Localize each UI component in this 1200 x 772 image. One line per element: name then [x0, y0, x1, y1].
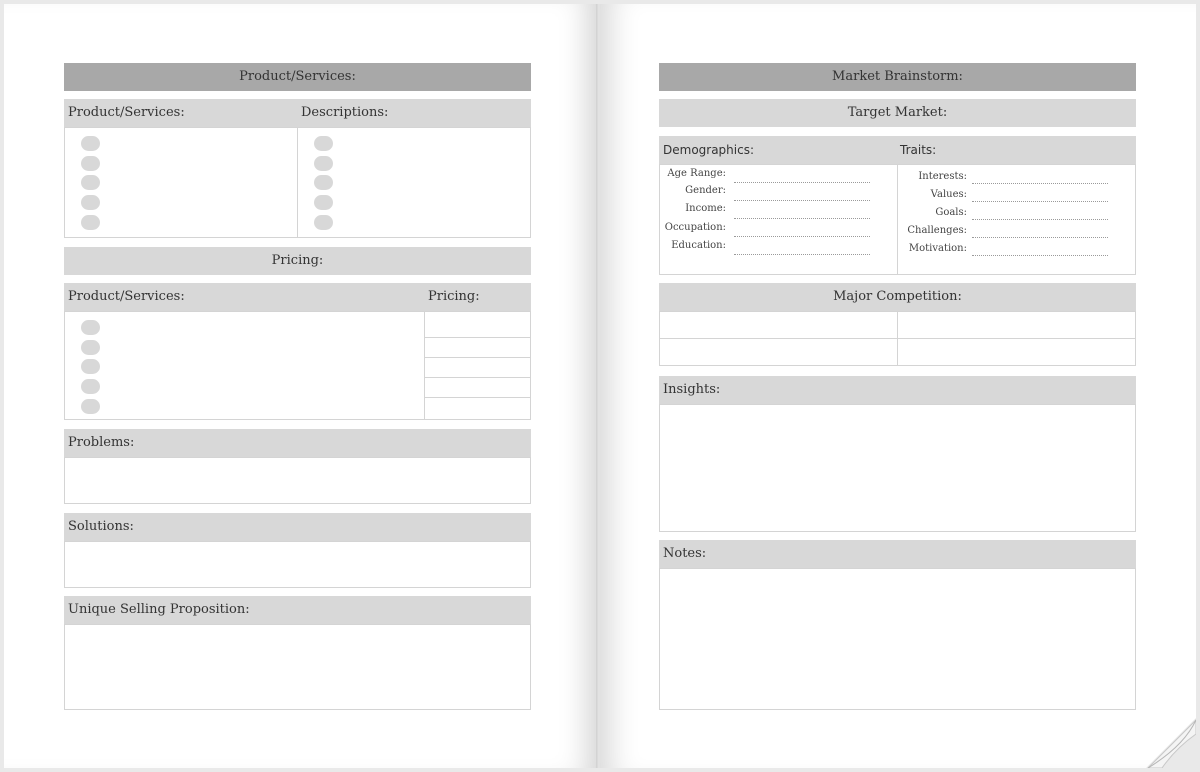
- challenges-label: Challenges:: [907, 225, 967, 236]
- column-divider: [297, 128, 298, 237]
- bullet-dot: [81, 215, 100, 230]
- bullet-dot: [81, 379, 100, 394]
- income-line[interactable]: [734, 218, 870, 219]
- insights-label: Insights:: [663, 382, 721, 397]
- goals-label: Goals:: [935, 207, 967, 218]
- values-line[interactable]: [972, 201, 1108, 202]
- traits-header: Traits:: [900, 143, 937, 157]
- page-curl-icon: [1146, 718, 1196, 768]
- motivation-label: Motivation:: [908, 243, 967, 254]
- gender-line[interactable]: [734, 200, 870, 201]
- problems-header: [64, 429, 531, 457]
- usp-label: Unique Selling Proposition:: [68, 602, 250, 617]
- bullet-dot: [81, 399, 100, 414]
- row-divider: [660, 338, 1135, 339]
- bullet-dot: [81, 359, 100, 374]
- goals-line[interactable]: [972, 219, 1108, 220]
- notes-header: [659, 540, 1136, 568]
- bullet-dot: [81, 175, 100, 190]
- pricing-table-body: [64, 311, 531, 420]
- gender-label: Gender:: [685, 185, 726, 196]
- solutions-label: Solutions:: [68, 519, 134, 534]
- occupation-label: Occupation:: [664, 222, 726, 233]
- education-label: Education:: [671, 240, 726, 251]
- bullet-dot: [81, 320, 100, 335]
- row-divider: [425, 357, 531, 358]
- problems-label: Problems:: [68, 435, 135, 450]
- competition-grid: [659, 311, 1136, 366]
- bullet-dot: [314, 175, 333, 190]
- descriptions-col-header: Descriptions:: [301, 105, 389, 120]
- age-range-line[interactable]: [734, 182, 870, 183]
- interests-line[interactable]: [972, 183, 1108, 184]
- values-label: Values:: [930, 189, 967, 200]
- bullet-dot: [81, 136, 100, 151]
- product-col-header: Product/Services:: [68, 105, 185, 120]
- pricing-col-header: Pricing:: [428, 289, 480, 304]
- target-market-banner: Target Market:: [659, 99, 1136, 127]
- income-label: Income:: [685, 203, 726, 214]
- column-divider: [424, 312, 425, 419]
- demographics-traits-header: [659, 136, 1136, 164]
- education-line[interactable]: [734, 254, 870, 255]
- pricing-product-col-header: Product/Services:: [68, 289, 185, 304]
- product-table-body: [64, 127, 531, 238]
- bullet-dot: [314, 156, 333, 171]
- challenges-line[interactable]: [972, 237, 1108, 238]
- usp-area[interactable]: [64, 624, 531, 710]
- major-competition-banner: Major Competition:: [659, 283, 1136, 311]
- problems-area[interactable]: [64, 457, 531, 504]
- bullet-dot: [81, 340, 100, 355]
- solutions-header: [64, 513, 531, 541]
- occupation-line[interactable]: [734, 236, 870, 237]
- pricing-banner: Pricing:: [64, 247, 531, 275]
- usp-header: [64, 596, 531, 624]
- insights-area[interactable]: [659, 404, 1136, 532]
- notes-area[interactable]: [659, 568, 1136, 710]
- interests-label: Interests:: [918, 171, 967, 182]
- bullet-dot: [81, 156, 100, 171]
- solutions-area[interactable]: [64, 541, 531, 588]
- product-services-banner: Product/Services:: [64, 63, 531, 91]
- row-divider: [425, 337, 531, 338]
- age-range-label: Age Range:: [667, 168, 726, 179]
- bullet-dot: [81, 195, 100, 210]
- bullet-dot: [314, 136, 333, 151]
- product-table-header: [64, 99, 531, 127]
- row-divider: [425, 377, 531, 378]
- demographics-traits-body: [659, 164, 1136, 275]
- bullet-dot: [314, 215, 333, 230]
- column-divider: [897, 165, 898, 274]
- market-brainstorm-banner: Market Brainstorm:: [659, 63, 1136, 91]
- demographics-header: Demographics:: [663, 143, 755, 157]
- pricing-table-header: [64, 283, 531, 311]
- insights-header: [659, 376, 1136, 404]
- row-divider: [425, 397, 531, 398]
- bullet-dot: [314, 195, 333, 210]
- notes-label: Notes:: [663, 546, 707, 561]
- motivation-line[interactable]: [972, 255, 1108, 256]
